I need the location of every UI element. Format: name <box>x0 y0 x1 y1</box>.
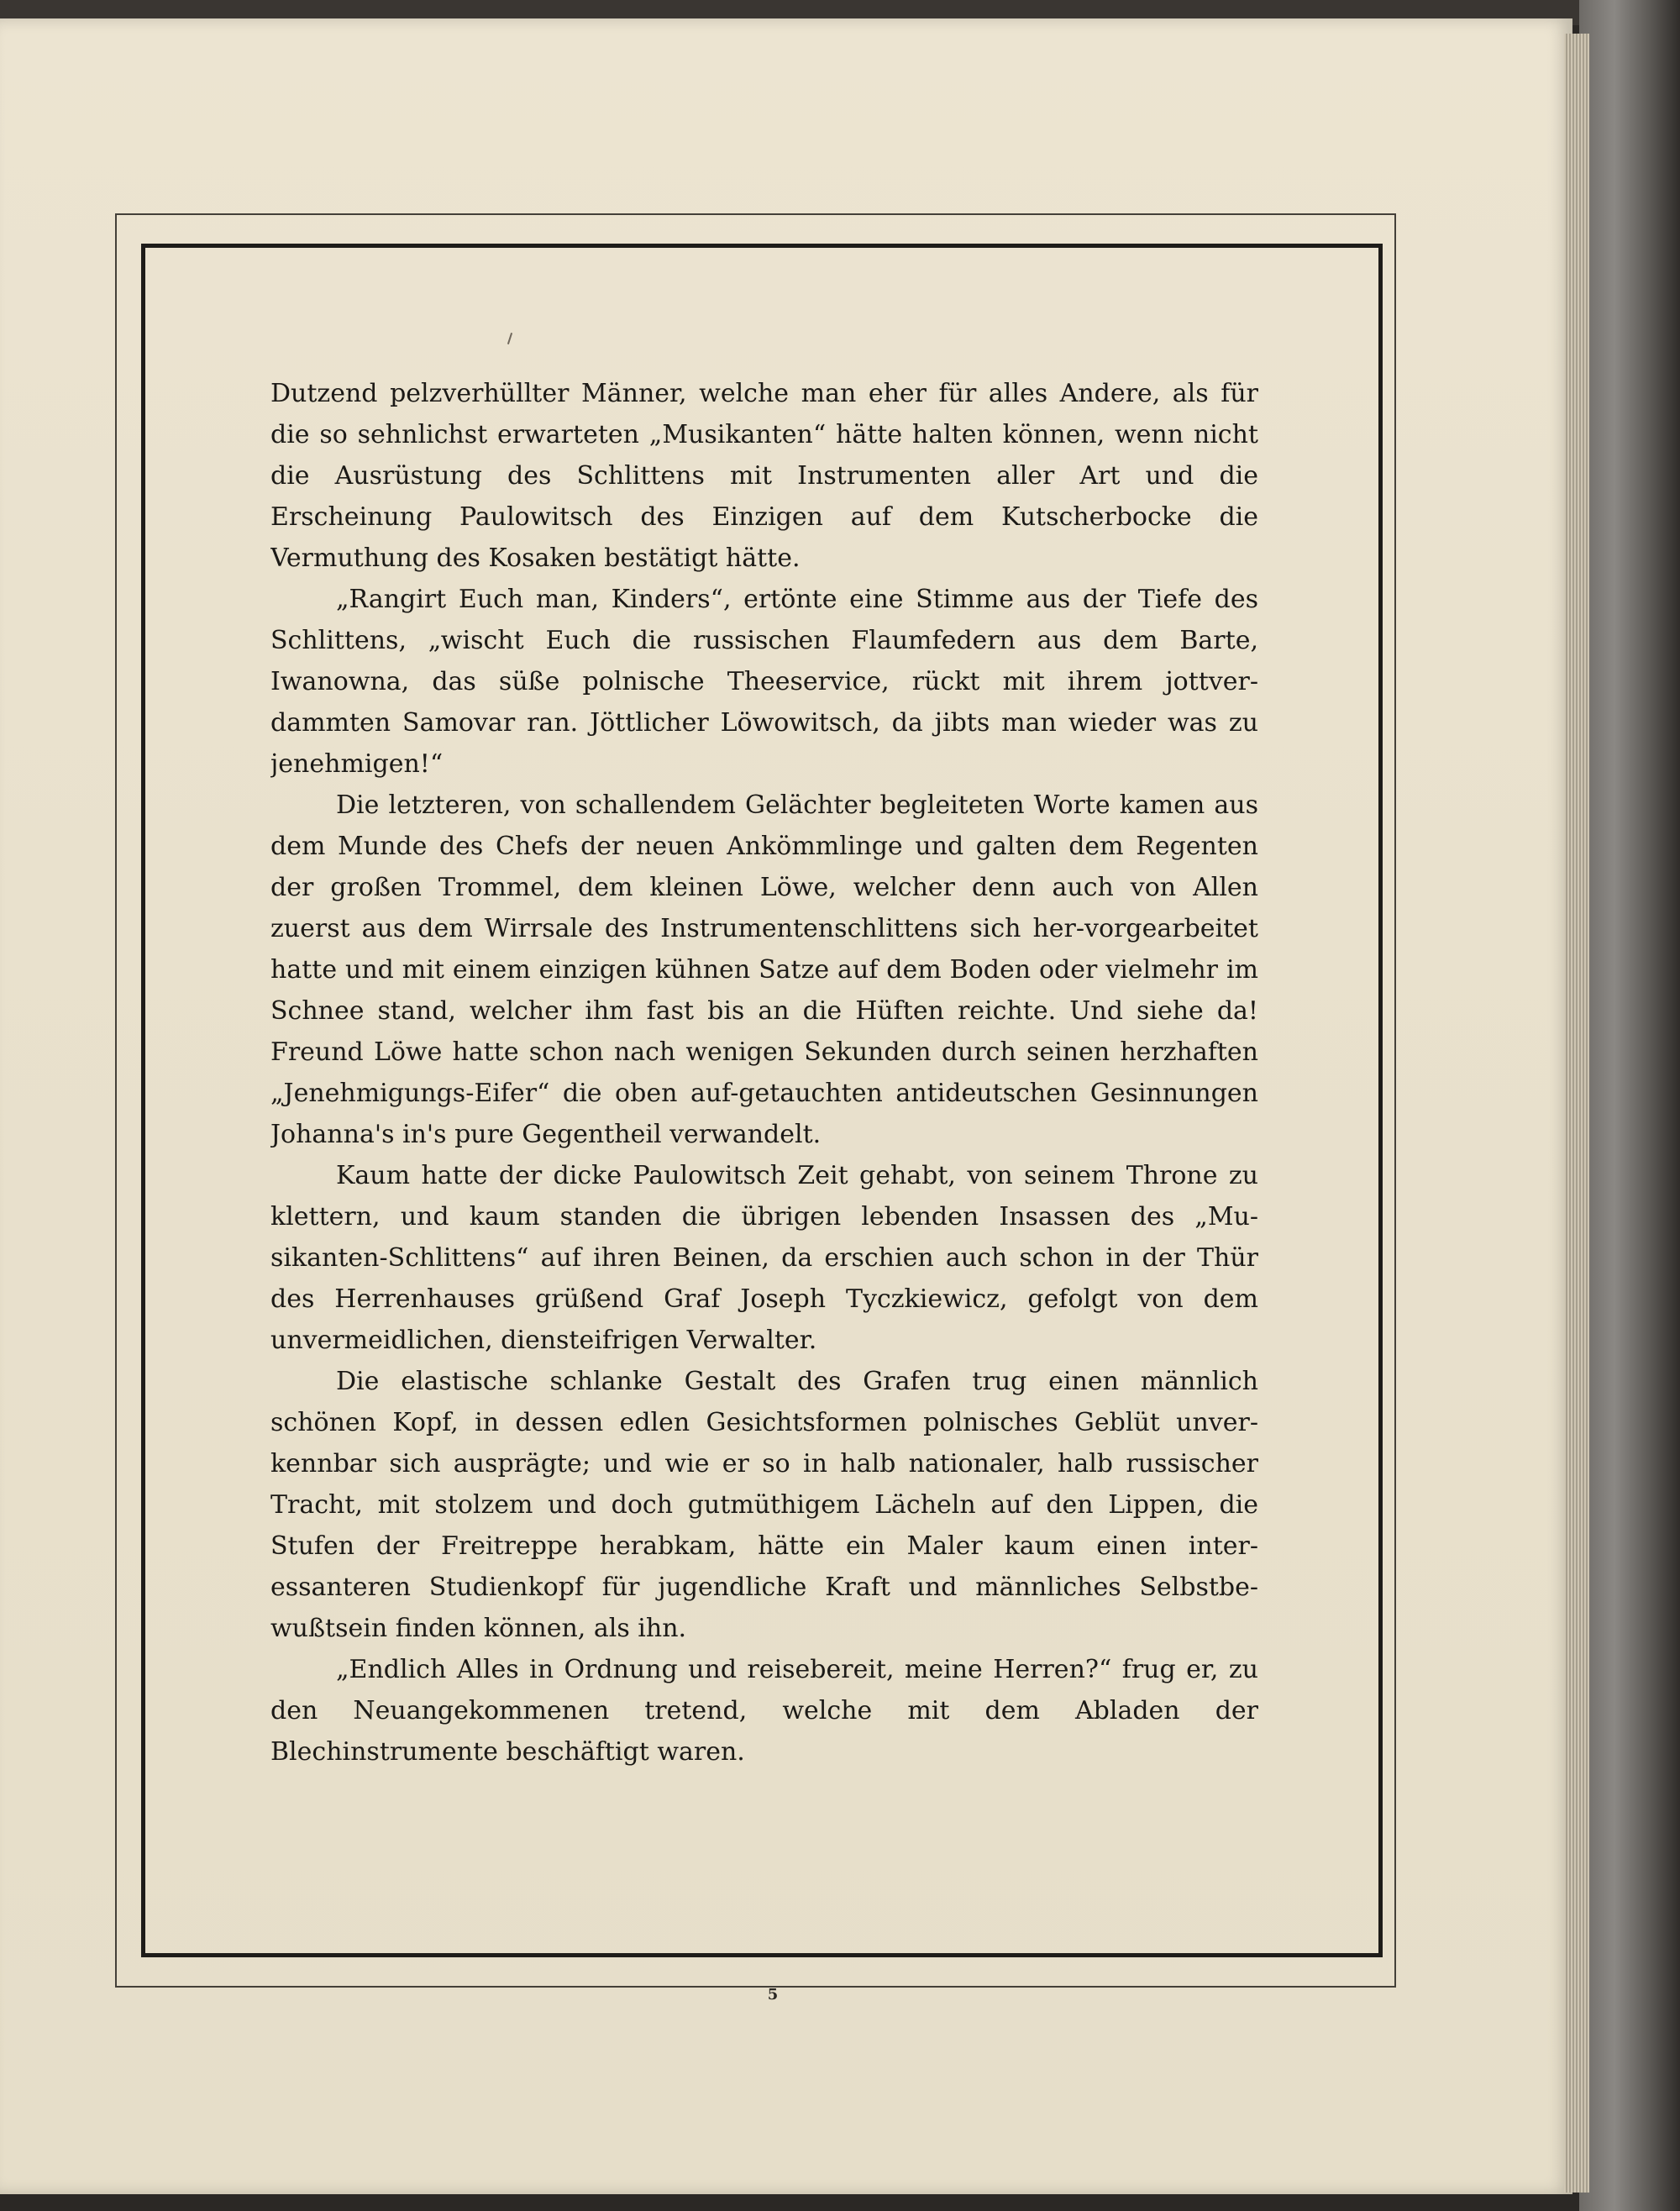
page-stack-edge <box>1564 34 1589 2193</box>
page-number: 5 <box>767 1986 779 2004</box>
paragraph-6: „Endlich Alles in Ordnung und reisebereit, meine Herren?“ frug er, zu den Neuangekommenen tretend, welche mit dem Abladen der Blechinstrumente beschäftigt waren. <box>270 1655 1258 1767</box>
body-text <box>270 373 1258 1835</box>
paragraph-5: Die elastische schlanke Gestalt des Grafen trug einen männlich schönen Kopf, in dessen edlen Gesichtsformen polnisches Geblüt unver-kennbar sich ausprägte; und wie er so in halb nationaler, halb russischer Tracht, mit stolzem und doch gutmüthigem Lächeln auf den Lippen, die Stufen der Freitreppe herabkam, hätte ein Maler kaum einen inter-essanteren Studienkopf für jugendliche Kraft und männliches Selbstbe-wußtsein finden können, als ihn. <box>270 1367 1258 1643</box>
book-binding-edge <box>1579 0 1680 2211</box>
paragraph-4: Kaum hatte der dicke Paulowitsch Zeit gehabt, von seinem Throne zu klettern, und kaum standen die übrigen lebenden Insassen des „Mu-sikanten-Schlittens“ auf ihren Beinen, da erschien auch schon in der Thür des Herrenhauses grüßend Graf Joseph Tyczkiewicz, gefolgt von dem unvermeidlichen, diensteifrigen Verwalter. <box>270 1161 1258 1355</box>
paragraph-3: Die letzteren, von schallendem Gelächter begleiteten Worte kamen aus dem Munde des Chefs der neuen Ankömmlinge und galten dem Regenten der großen Trommel, dem kleinen Löwe, welcher denn auch von Allen zuerst aus dem Wirrsale des Instrumentenschlittens sich her-vorgearbeitet hatte und mit einem einzigen kühnen Satze auf dem Boden oder vielmehr im Schnee stand, welcher ihm fast bis an die Hüften reichte. Und siehe da! Freund Löwe hatte schon nach wenigen Sekunden durch seinen herzhaften „Jenehmigungs-Eifer“ die oben auf-getauchten antideutschen Gesinnungen Johanna's in's pure Gegentheil verwandelt. <box>270 790 1258 1149</box>
paragraph-1: Dutzend pelzverhüllter Männer, welche man eher für alles Andere, als für die so sehnlichst erwarteten „Musikanten“ hätte halten können, wenn nicht die Ausrüstung des Schlittens mit Instrumenten aller Art und die Erscheinung Paulowitsch des Einzigen auf dem Kutscherbocke die Vermuthung des Kosaken bestätigt hätte. <box>270 379 1258 573</box>
paragraph-2: „Rangirt Euch man, Kinders“, ertönte eine Stimme aus der Tiefe des Schlittens, „wischt Euch die russischen Flaumfedern aus dem Barte, Iwanowna, das süße polnische Theeservice, rückt mit ihrem jottver-dammten Samovar ran. Jöttlicher Löwowitsch, da jibts man wieder was zu jenehmigen!“ <box>270 585 1258 779</box>
paper-page <box>0 18 1572 2194</box>
